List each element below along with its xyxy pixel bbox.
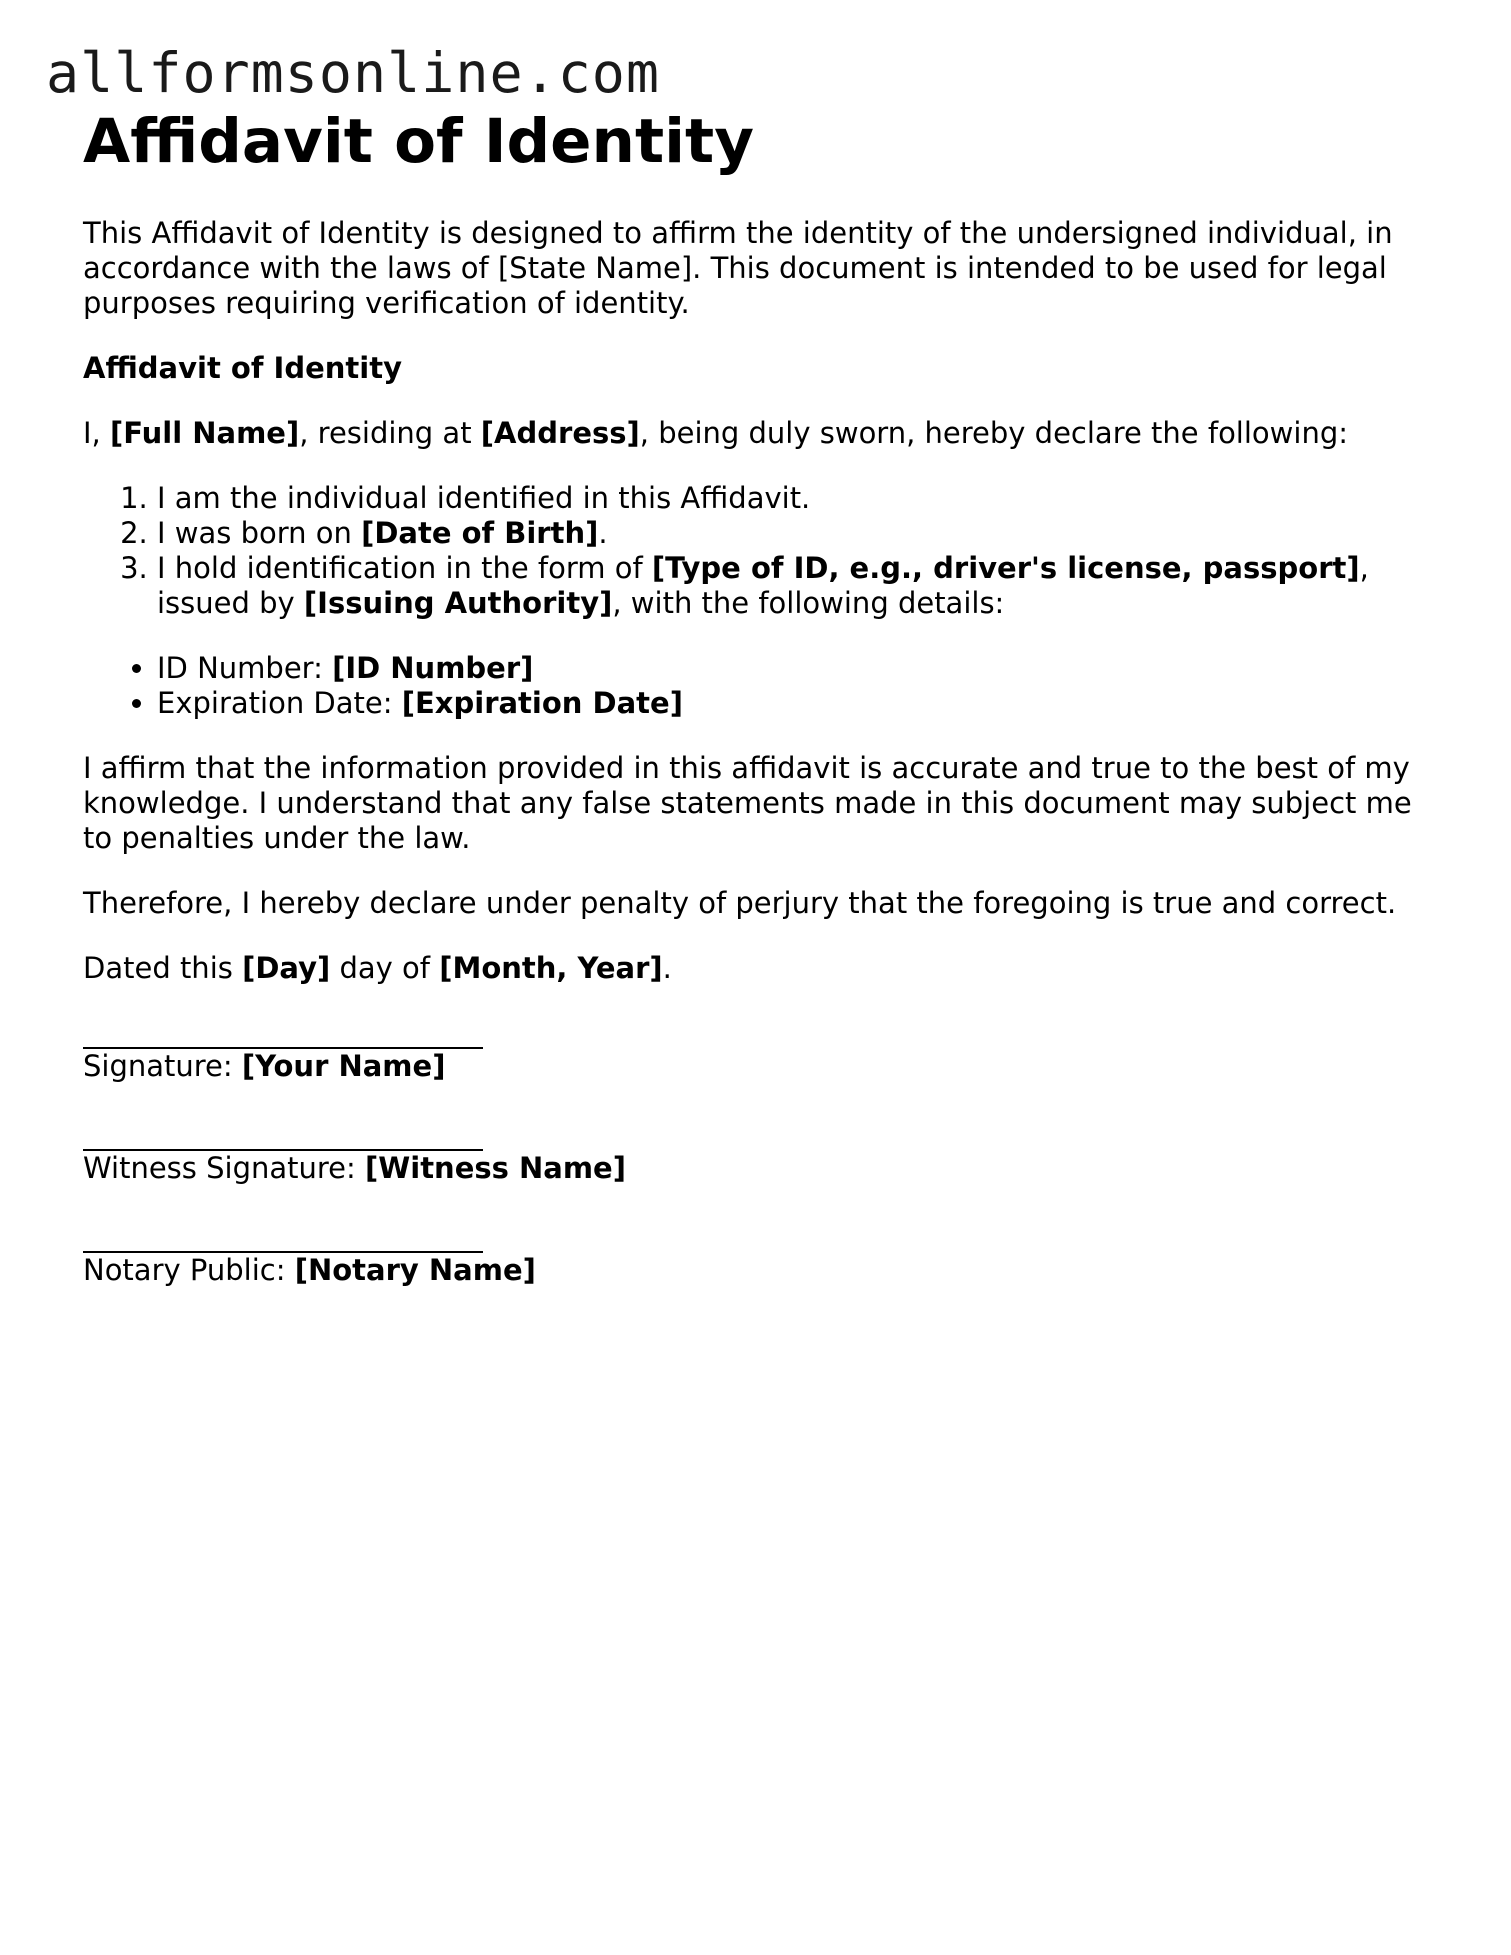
statement-text: I was born on [157, 516, 362, 550]
id-type-field: [Type of ID, e.g., driver's license, passport] [651, 551, 1360, 585]
document-title: Affidavit of Identity [83, 106, 754, 177]
id-number-label: ID Number: [157, 651, 333, 685]
expiration-date-field: [Expiration Date] [401, 686, 683, 720]
witness-caption [83, 1151, 1423, 1186]
date-of-birth-field: [Date of Birth] [361, 516, 599, 550]
witness-name-field: [Witness Name] [365, 1151, 626, 1185]
witness-signature-line[interactable] [83, 1118, 483, 1151]
signature-block [83, 1016, 1423, 1288]
expiration-date-label: Expiration Date: [157, 686, 402, 720]
affidavit-document [83, 105, 1423, 1288]
statement-text: . [598, 516, 608, 550]
month-year-field: [Month, Year] [439, 951, 663, 985]
perjury-paragraph: Therefore, I hereby declare under penalty of perjury that the foregoing is true and correct. [83, 886, 1397, 920]
statement-item [157, 551, 1423, 621]
declaration-text: I, [83, 416, 110, 450]
notary-caption [83, 1253, 1423, 1288]
expiration-date-item [157, 686, 1423, 721]
signature-label: Signature: [83, 1049, 242, 1083]
statement-item [157, 481, 1423, 516]
numbered-statements [83, 481, 1423, 621]
signer-name-field: [Your Name] [241, 1049, 446, 1083]
statement-text: , with the following details: [612, 586, 1005, 620]
statement-text: I hold identification in the form of [157, 551, 652, 585]
dated-text: day of [330, 951, 440, 985]
declaration-text: , residing at [299, 416, 481, 450]
id-number-item [157, 651, 1423, 686]
statement-text: I am the individual identified in this Affidavit. [157, 481, 811, 515]
intro-paragraph: This Affidavit of Identity is designed to affirm the identity of the undersigned individual, in accordance with the laws of [State Name]. This document is intended to be used for legal purposes requiring verification of identity. [83, 216, 1393, 320]
day-field: [Day] [242, 951, 331, 985]
notary-signature-line[interactable] [83, 1220, 483, 1253]
address-field: [Address] [480, 416, 640, 450]
full-name-field: [Full Name] [110, 416, 300, 450]
signature-line[interactable] [83, 1016, 483, 1049]
dated-text: . [662, 951, 672, 985]
id-number-field: [ID Number] [332, 651, 534, 685]
statement-text: , issued by [157, 551, 1369, 620]
declaration-text: , being duly sworn, hereby declare the following: [639, 416, 1348, 450]
issuing-authority-field: [Issuing Authority] [303, 586, 613, 620]
dated-line [83, 951, 1423, 986]
signature-caption [83, 1049, 1423, 1084]
statement-item [157, 516, 1423, 551]
site-watermark: allformsonline.com [46, 41, 661, 105]
witness-label: Witness Signature: [83, 1151, 366, 1185]
section-heading: Affidavit of Identity [83, 351, 402, 385]
dated-text: Dated this [83, 951, 243, 985]
id-details-list [83, 651, 1423, 721]
declaration-paragraph [83, 416, 1423, 451]
affirmation-paragraph: I affirm that the information provided in this affidavit is accurate and true to the best of my knowledge. I understand that any false statements made in this document may subject me to penalties under the law. [83, 751, 1412, 855]
notary-label: Notary Public: [83, 1253, 295, 1287]
notary-name-field: [Notary Name] [294, 1253, 536, 1287]
